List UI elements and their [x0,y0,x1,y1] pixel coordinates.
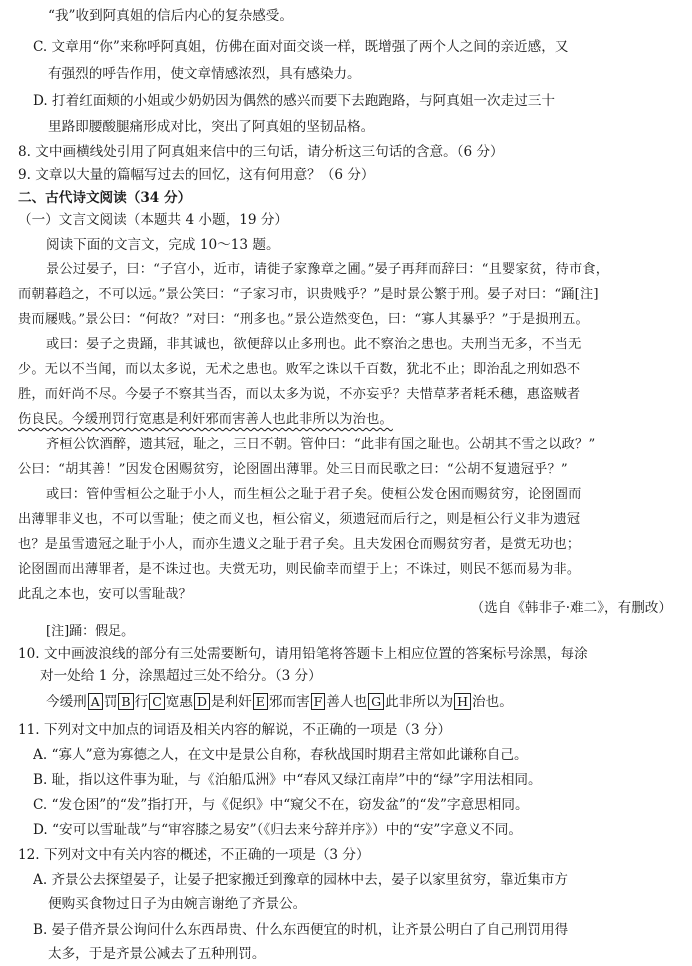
q10-box-h[interactable]: H [454,693,471,710]
option-d-line-1: D. 打着红面颊的小姐或少奶奶因为偶然的感兴而要下去跑跑路，与阿真姐一次走过三十 [33,93,556,109]
passage-line-4: 或曰：晏子之贵踊，非其诚也，欲便辞以止多刑也。此不察治之患也。夫刑当无多，不当无 [46,337,582,352]
passage-source: （选自《韩非子·难二》，有删改） [470,600,672,616]
option-b-continuation: “我”收到阿真姐的信后内心的复杂感受。 [48,8,293,24]
passage-line-5: 少。无以不当闻，而以太多说，无术之患也。败军之诛以千百数，犹北不止；即治乱之刑如恐不 [18,362,581,377]
passage-line-7-wavy: 伤良民。今缓刑罚行宽惠是利奸邪而害善人也此非所以为治也。 [18,412,393,427]
q10-text: 今缓刑 [46,694,87,710]
question-10-sentence [46,690,513,714]
question-10-line-1: 10. 文中画波浪线的部分有三处需要断句，请用铅笔将答题卡上相应位置的答案标号涂黑，每涂 [18,646,588,662]
passage-line-12: 也？是虽雪遗冠之耻于小人，而亦生遗义之耻于君子矣。且夫发困仓而赐贫穷者，是赏无功也； [18,537,581,552]
question-8: 8. 文中画横线处引用了阿真姐来信中的三句话，请分析这三句话的含意。（6 分） [18,144,504,160]
option-c-line-2: 有强烈的呼告作用，使文章情感浓烈，具有感染力。 [48,66,361,82]
q10-text: 行 [134,694,149,710]
passage-line-8: 齐桓公饮酒醉，遗其冠，耻之，三日不朝。管仲曰：“此非有国之耻也。公胡其不雪之以政？” [46,437,596,452]
q10-text: 宽惠 [165,694,193,710]
question-9: 9. 文章以大量的篇幅写过去的回忆，这有何用意？（6 分） [18,167,375,183]
q10-box-b[interactable]: B [118,693,133,710]
passage-line-11: 出薄罪非义也，不可以雪耻；使之而义也，桓公宿义，须遗冠而后行之，则是桓公行义非为遗冠 [18,512,581,527]
question-11: 11. 下列对文中加点的词语及相关内容的解说，不正确的一项是（3 分） [18,722,452,738]
question-12-option-a-line-1: A. 齐景公去探望晏子，让晏子把家搬迁到豫章的园林中去，晏子以家里贫穷，靠近集市方 [33,872,569,888]
q10-text: 治也。 [472,694,513,710]
question-11-option-b: B. 耻，指以这件事为耻，与《泊船瓜洲》中“春风又绿江南岸”中的“绿”字用法相同。 [33,772,542,788]
q10-text: 善人也 [326,694,368,710]
reading-instruction: 阅读下面的文言文，完成 10～13 题。 [46,237,280,253]
q10-text: 邪而害 [268,694,310,710]
question-12-option-b-line-1: B. 晏子借齐景公询问什么东西昂贵、什么东西便宜的时机，让齐景公明白了自己刑罚用得 [33,922,569,938]
passage-line-6: 胜，而奸尚不尽。今晏子不察其当否，而以太多为说，不亦妄乎？夫惜草茅者耗禾穗，惠盗贼者 [18,387,581,402]
question-12-option-a-line-2: 便购买食物过日子为由婉言谢绝了齐景公。 [48,896,307,912]
subsection-heading-classical: （一）文言文阅读（本题共 4 小题，19 分） [18,212,289,228]
question-11-option-a: A. “寡人”意为寡德之人，在文中是景公自称，春秋战国时期君主常如此谦称自己。 [33,747,528,763]
question-11-option-c: C. “发仓困”的“发”指打开，与《促织》中“窥父不在，窃发盆”的“发”字意思相同。 [33,797,529,813]
q10-box-e[interactable]: E [253,693,268,710]
passage-line-9: 公曰：“胡其善！”因发仓困赐贫穷，论囹圄出薄罪。处三日而民歌之曰：“公胡不复遗冠乎？” [18,462,568,477]
passage-line-10: 或曰：管仲雪桓公之耻于小人，而生桓公之耻于君子矣。使桓公发仓困而赐贫穷，论囹圄而 [46,487,582,502]
passage-line-13: 论囹圄而出薄罪者，是不诛过也。夫赏无功，则民偷幸而望于上；不诛过，则民不惩而易为非。 [18,562,581,577]
q10-box-d[interactable]: D [194,693,210,710]
q10-box-a[interactable]: A [88,693,103,710]
option-c-line-1: C. 文章用“你”来称呼阿真姐，仿佛在面对面交谈一样，既增强了两个人之间的亲近感，又 [33,39,569,55]
q10-text: 罚 [103,694,118,710]
question-11-option-d: D. “安可以雪耻哉”与“审容膝之易安”（《归去来兮辞并序》）中的“安”字意义不同。 [33,822,522,838]
q10-box-g[interactable]: G [368,693,384,710]
passage-line-14: 此乱之本也，安可以雪耻哉？ [18,587,193,602]
passage-line-1: 景公过晏子，曰：“子宫小，近市，请徙子家豫章之圃。”晏子再拜而辞曰：“且婴家贫，待市食， [46,262,610,277]
question-12: 12. 下列对文中有关内容的概述，不正确的一项是（3 分） [18,847,370,863]
question-10-line-2: 对一处给 1 分，涂黑超过三处不给分。（3 分） [40,668,322,684]
q10-box-f[interactable]: F [311,693,326,710]
q10-box-c[interactable]: C [149,693,165,710]
option-d-line-2: 里路即腰酸腿痛形成对比，突出了阿真姐的坚韧品格。 [48,119,375,135]
passage-annotation: [注]踊：假足。 [46,624,135,639]
passage-line-2: 而朝暮趋之，不可以远。”景公笑曰：“子家习市，识贵贱乎？”是时景公繁于刑。晏子对曰：“踊[注] [18,287,599,302]
section-heading-ancient: 二、古代诗文阅读（34 分） [18,190,192,206]
q10-text: 是利奸 [210,694,252,710]
passage-line-3: 贵而屦贱。”景公曰：“何故？”对曰：“刑多也。”景公造然变色，曰：“寡人其暴乎？”于是损刑五。 [18,312,589,327]
q10-text: 此非所以为 [385,694,454,710]
question-12-option-b-line-2: 太多，于是齐景公减去了五种刑罚。 [48,946,266,962]
